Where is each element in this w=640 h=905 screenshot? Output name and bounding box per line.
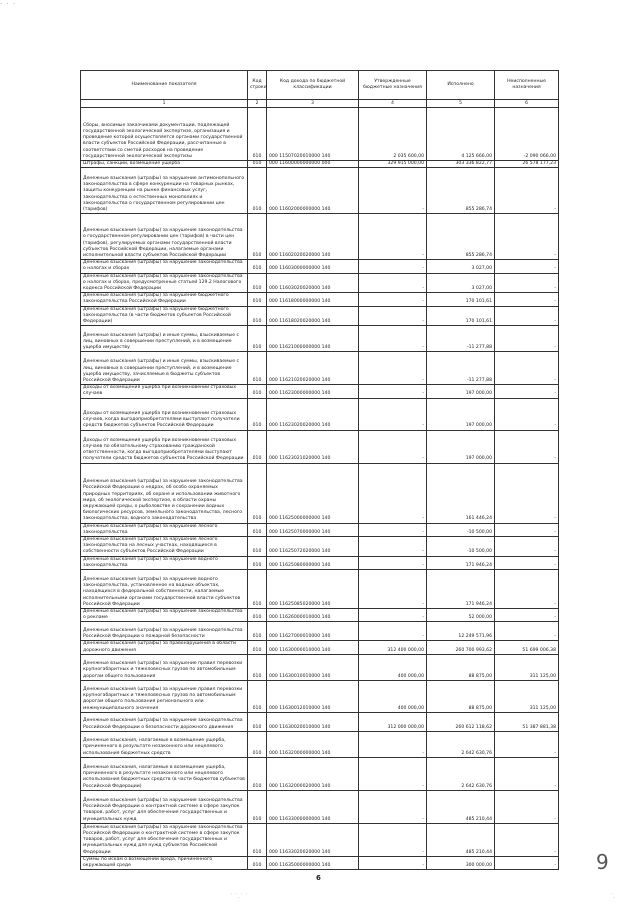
row-approved-cell: - [359,398,427,430]
column-number: 1 [81,100,248,108]
row-code-cell: 000 11630000010000 140 [267,641,359,654]
row-line-cell: 010 [248,641,267,654]
page-number: 6 [316,874,321,882]
row-executed-cell: 197 000,00 [427,398,495,430]
row-name-cell: Суммы по искам о возмещении вреда, причиненного окружающей среде [81,856,248,869]
row-executed-cell: -10 500,00 [427,523,495,536]
row-line-cell: 010 [248,273,267,293]
row-executed-cell: -10 500,00 [427,537,495,557]
row-name-cell: Денежные взыскания (штрафы) за нарушение правил перевозки крупногабаритных и тяжеловесных грузов по автомобильным дорогам общего пользования [81,654,248,680]
header-budget-code: Код дохода по бюджетной классификации [267,71,359,100]
row-name-cell: Денежные взыскания (штрафы) за нарушение бюджетного законодательства (в части бюджетов субъектов Российской Федерации) [81,306,248,326]
table-row [81,161,559,168]
table-row [81,537,559,557]
row-executed-cell: 260 612 118,62 [427,712,495,731]
row-name-cell: Денежные взыскания (штрафы) за нарушение законодательства о налогах и сборах, предусмотренные статьей 129.2 Налогового кодекса Российской Федерации [81,273,248,293]
row-unexecuted-cell: 51 699 006,38 [495,641,559,654]
row-unexecuted-cell: - [495,856,559,869]
column-number: 4 [359,100,427,108]
row-unexecuted-cell: - [495,537,559,557]
row-line-cell: 010 [248,352,267,385]
row-name-cell: Денежные взыскания (штрафы) за нарушение законодательства Российской Федерации о контрактной системе в сфере закупок товаров, работ, услуг для обеспечения государственных и муниципальных нужд [81,790,248,823]
row-approved-cell: 329 915 000,00 [359,161,427,168]
row-name-cell: Штрафы, санкции, возмещение ущерба [81,161,248,168]
row-unexecuted-cell: - [495,757,559,790]
row-code-cell: 000 11602020020000 140 [267,214,359,260]
row-code-cell: 000 11630012010000 140 [267,680,359,712]
row-line-cell: 010 [248,326,267,352]
row-executed-cell: 3 027,00 [427,260,495,273]
row-unexecuted-cell: 51 387 881,38 [495,712,559,731]
row-approved-cell: - [359,430,427,463]
table-row [81,108,559,161]
row-code-cell: 000 11625085020000 140 [267,570,359,609]
row-line-cell: 010 [248,622,267,641]
row-line-cell: 010 [248,385,267,398]
row-code-cell: 000 11507020010000 140 [267,108,359,161]
row-code-cell: 000 11621000000000 140 [267,326,359,352]
row-name-cell: Доходы от возмещения ущерба при возникновении страховых случаев, когда выгодоприобретателями выступают получатели средств бюджетов субъектов Российской Федерации [81,398,248,430]
row-executed-cell: 171 946,24 [427,570,495,609]
row-executed-cell: 855 286,74 [427,214,495,260]
revenue-execution-table [80,70,559,870]
row-line-cell: 010 [248,260,267,273]
row-approved-cell: - [359,731,427,757]
table-row [81,463,559,523]
row-line-cell: 010 [248,398,267,430]
header-approved: Утвержденные бюджетные назначения [359,71,427,100]
row-unexecuted-cell: 26 578 177,23 [495,161,559,168]
row-line-cell: 010 [248,712,267,731]
row-executed-cell: 485 210,44 [427,790,495,823]
table-row [81,680,559,712]
row-executed-cell: 2 642 630,76 [427,757,495,790]
row-unexecuted-cell: - [495,385,559,398]
row-approved-cell: - [359,622,427,641]
row-code-cell: 000 11632000000000 140 [267,731,359,757]
row-unexecuted-cell: - [495,260,559,273]
row-approved-cell: - [359,214,427,260]
row-approved-cell: - [359,168,427,214]
row-line-cell: 010 [248,293,267,306]
table-row [81,398,559,430]
table-row [81,523,559,536]
row-name-cell: Денежные взыскания (штрафы) за нарушение антимонопольного законодательства в сфере конкуренции на товарных рынках, защиты конкуренции на рынке финансовых услуг, законодательства о естественных монополиях и законодательства о государственном регулировании цен (тарифов) [81,168,248,214]
row-unexecuted-cell: - [495,326,559,352]
row-name-cell: Денежные взыскания (штрафы) за нарушение законодательства Российской Федерации о безопасности дорожного движения [81,712,248,731]
row-name-cell: Денежные взыскания (штрафы) за нарушение законодательства о рекламе [81,609,248,622]
row-executed-cell: 197 000,00 [427,385,495,398]
row-executed-cell: 197 000,00 [427,430,495,463]
row-line-cell: 010 [248,823,267,856]
table-row [81,757,559,790]
table-row [81,306,559,326]
row-unexecuted-cell: 311 125,00 [495,680,559,712]
row-line-cell: 010 [248,609,267,622]
row-code-cell: 000 11630010010000 140 [267,654,359,680]
row-executed-cell: 260 700 993,62 [427,641,495,654]
row-line-cell: 010 [248,731,267,757]
row-executed-cell: 300 000,00 [427,856,495,869]
row-code-cell: 000 11625000000000 140 [267,463,359,523]
handwritten-mark: 9 [596,850,609,874]
row-unexecuted-cell: - [495,352,559,385]
row-code-cell: 000 11625072020000 140 [267,537,359,557]
row-line-cell: 010 [248,570,267,609]
row-executed-cell: 303 336 822,77 [427,161,495,168]
header-line-code: Код строки [248,71,267,100]
row-name-cell: Денежные взыскания (штрафы) за нарушение водного законодательства [81,556,248,569]
row-code-cell: 000 11623021020000 140 [267,430,359,463]
row-approved-cell: - [359,570,427,609]
row-code-cell: 000 11603000000000 140 [267,260,359,273]
row-unexecuted-cell: - [495,306,559,326]
row-approved-cell: - [359,385,427,398]
row-unexecuted-cell: - [495,570,559,609]
table-row [81,273,559,293]
row-code-cell: 000 11602000000000 140 [267,168,359,214]
table-row [81,622,559,641]
column-number-row [81,100,559,108]
table-row [81,556,559,569]
scan-corner-mark: · · · [0,0,17,8]
row-executed-cell: 170 101,61 [427,293,495,306]
row-line-cell: 010 [248,680,267,712]
row-code-cell: 000 11632000020000 140 [267,757,359,790]
row-line-cell: 010 [248,523,267,536]
row-unexecuted-cell: - [495,273,559,293]
row-code-cell: 000 11625080000000 140 [267,556,359,569]
table-row [81,654,559,680]
table-header-row [81,71,559,100]
row-approved-cell: - [359,523,427,536]
row-name-cell: Денежные взыскания (штрафы) за нарушение законодательства Российской Федерации о пожарной безопасности [81,622,248,641]
row-approved-cell: - [359,823,427,856]
table-row [81,430,559,463]
row-line-cell: 010 [248,556,267,569]
table-row [81,570,559,609]
scan-artifact: ˙. [610,893,615,900]
row-code-cell: 000 11633020020000 140 [267,823,359,856]
row-name-cell: Денежные взыскания (штрафы) и иные суммы, взыскиваемые с лиц, виновных в совершении преступлений, и в возмещение ущерба имуществу, зачисляемые в бюджеты субъектов Российской Федерации [81,352,248,385]
table-row [81,790,559,823]
row-approved-cell: - [359,293,427,306]
row-name-cell: Денежные взыскания, налагаемые в возмещение ущерба, причиненного в результате незаконного или нецелевого использования бюджетных средств [81,731,248,757]
row-executed-cell: 170 101,61 [427,306,495,326]
row-approved-cell: - [359,757,427,790]
row-unexecuted-cell: - [495,293,559,306]
row-code-cell: 000 11633000000000 140 [267,790,359,823]
row-approved-cell: - [359,326,427,352]
row-code-cell: 000 11627000010000 140 [267,622,359,641]
row-name-cell: Денежные взыскания (штрафы) и иные суммы, взыскиваемые с лиц, виновных в совершении преступлений, и в возмещение ущерба имуществу [81,326,248,352]
row-executed-cell: -11 277,88 [427,326,495,352]
table-row [81,293,559,306]
row-name-cell: Доходы от возмещения ущерба при возникновении страховых случаев [81,385,248,398]
table-row [81,326,559,352]
row-code-cell: 000 11635000000000 140 [267,856,359,869]
row-approved-cell: - [359,463,427,523]
row-executed-cell: 88 875,00 [427,680,495,712]
row-approved-cell: - [359,790,427,823]
row-line-cell: 010 [248,856,267,869]
row-line-cell: 010 [248,430,267,463]
row-approved-cell: 312 000 000,00 [359,712,427,731]
row-unexecuted-cell: - [495,168,559,214]
row-line-cell: 010 [248,537,267,557]
column-number: 6 [495,100,559,108]
row-unexecuted-cell: - [495,523,559,536]
row-line-cell: 010 [248,790,267,823]
row-executed-cell: 485 210,44 [427,823,495,856]
column-number: 2 [248,100,267,108]
column-number: 3 [267,100,359,108]
header-executed: Исполнено [427,71,495,100]
row-name-cell: Денежные взыскания, налагаемые в возмещение ущерба, причиненного в результате незаконного или нецелевого использования бюджетных средств (в части бюджетов субъектов Российской Федерации) [81,757,248,790]
row-executed-cell: 3 027,00 [427,273,495,293]
row-approved-cell: - [359,856,427,869]
row-code-cell: 000 11626000010000 140 [267,609,359,622]
table-row [81,712,559,731]
row-unexecuted-cell: - [495,556,559,569]
row-executed-cell: 161 446,24 [427,463,495,523]
row-line-cell: 010 [248,757,267,790]
table-row [81,731,559,757]
row-code-cell: 000 11603020020000 140 [267,273,359,293]
row-unexecuted-cell: - [495,214,559,260]
row-unexecuted-cell: - [495,622,559,641]
row-executed-cell: 171 946,24 [427,556,495,569]
row-approved-cell: - [359,556,427,569]
row-line-cell: 010 [248,654,267,680]
row-approved-cell: - [359,273,427,293]
row-line-cell: 010 [248,463,267,523]
table-body [81,108,559,870]
row-name-cell: Денежные взыскания (штрафы) за нарушение лесного законодательства [81,523,248,536]
row-code-cell: 000 11623000000000 140 [267,385,359,398]
row-unexecuted-cell: - [495,609,559,622]
table-row [81,823,559,856]
table-row [81,856,559,869]
row-unexecuted-cell: - [495,430,559,463]
row-name-cell: Денежные взыскания (штрафы) за нарушение лесного законодательства на лесных участках, находящихся в собственности субъектов Российской Федерации [81,537,248,557]
row-approved-cell: - [359,260,427,273]
row-code-cell: 000 11618000000000 140 [267,293,359,306]
row-approved-cell: 2 035 600,00 [359,108,427,161]
table-row [81,260,559,273]
row-executed-cell: 88 875,00 [427,654,495,680]
table-row [81,352,559,385]
row-unexecuted-cell: - [495,398,559,430]
row-approved-cell: 400 000,00 [359,654,427,680]
row-executed-cell: 52 000,00 [427,609,495,622]
row-name-cell: Денежные взыскания (штрафы) за нарушение законодательства Российской Федерации о контрактной системе в сфере закупок товаров, работ, услуг для обеспечения государственных и муниципальных нужд для нужд субъектов Российской Федерации [81,823,248,856]
row-approved-cell: - [359,352,427,385]
row-unexecuted-cell: - [495,463,559,523]
row-code-cell: 000 11623020020000 140 [267,398,359,430]
table-row [81,385,559,398]
row-executed-cell: 855 286,74 [427,168,495,214]
row-unexecuted-cell: -2 090 066,00 [495,108,559,161]
row-executed-cell: 12 249 571,96 [427,622,495,641]
row-name-cell: Денежные взыскания (штрафы) за нарушение правил перевозки крупногабаритных и тяжеловесных грузов по автомобильным дорогам общего пользования регионального или межмуниципального значения [81,680,248,712]
row-unexecuted-cell: 311 125,00 [495,654,559,680]
table-row [81,168,559,214]
row-code-cell: 000 11618020020000 140 [267,306,359,326]
row-name-cell: Сборы, вносимые заказчиками документации, подлежащей государственной экологической экспертизе, организация и проведение которой осуществляется органами государственной власти субъектов Российской Федерации, рассчитанные в соответствии со сметой расходов на проведение государственной экологической экспертизы [81,108,248,161]
row-line-cell: 010 [248,168,267,214]
row-code-cell: 000 11600000000000 000 [267,161,359,168]
row-approved-cell: - [359,537,427,557]
row-unexecuted-cell: - [495,790,559,823]
table-row [81,641,559,654]
row-name-cell: Денежные взыскания (штрафы) за нарушение водного законодательства, установленное на водных объектах, находящихся в федеральной собственности, налагаемые исполнительными органами государственной власти субъектов Российской Федерации [81,570,248,609]
row-code-cell: 000 11630020010000 140 [267,712,359,731]
row-name-cell: Денежные взыскания (штрафы) за нарушение законодательства Российской Федерации о недрах, об особо охраняемых природных территориях, об охране и использовании животного мира, об экологической экспертизе, в области охраны окружающей среды, о рыболовстве и сохранении водных биологических ресурсов, земельного законодательства, лесного законодательства, водного законодательства [81,463,248,523]
row-executed-cell: 2 642 630,76 [427,731,495,757]
row-name-cell: Денежные взыскания (штрафы) за нарушение законодательства о государственном регулировании цен (тарифов) в части цен (тарифов), регулируемых органами государственной власти субъектов Российской Федерации, налагаемые органами исполнительной власти субъектов Российской Федерации [81,214,248,260]
row-code-cell: 000 11625070000000 140 [267,523,359,536]
row-name-cell: Денежные взыскания (штрафы) за правонарушения в области дорожного движения [81,641,248,654]
table-row [81,609,559,622]
header-unexecuted: Неисполненные назначения [495,71,559,100]
row-executed-cell: -11 277,88 [427,352,495,385]
row-line-cell: 010 [248,161,267,168]
header-indicator-name: Наименование показателя [81,71,248,100]
row-name-cell: Доходы от возмещения ущерба при возникновении страховых случаев по обязательному страхованию гражданской ответственности, когда выгодоприобретателями выступают получатели средств бюджетов субъектов Российской Федерации [81,430,248,463]
row-executed-cell: 4 125 666,00 [427,108,495,161]
row-approved-cell: - [359,306,427,326]
row-approved-cell: 312 400 000,00 [359,641,427,654]
table-row [81,214,559,260]
row-name-cell: Денежные взыскания (штрафы) за нарушение законодательства о налогах и сборах [81,260,248,273]
row-name-cell: Денежные взыскания (штрафы) за нарушение бюджетного законодательства Российской Федерации [81,293,248,306]
row-line-cell: 010 [248,108,267,161]
scan-artifact: ˙ ˙.˙ ˙ [230,893,248,900]
row-line-cell: 010 [248,306,267,326]
column-number: 5 [427,100,495,108]
row-approved-cell: - [359,609,427,622]
row-unexecuted-cell: - [495,731,559,757]
row-unexecuted-cell: - [495,823,559,856]
row-approved-cell: 400 000,00 [359,680,427,712]
row-code-cell: 000 11621020020000 140 [267,352,359,385]
row-line-cell: 010 [248,214,267,260]
